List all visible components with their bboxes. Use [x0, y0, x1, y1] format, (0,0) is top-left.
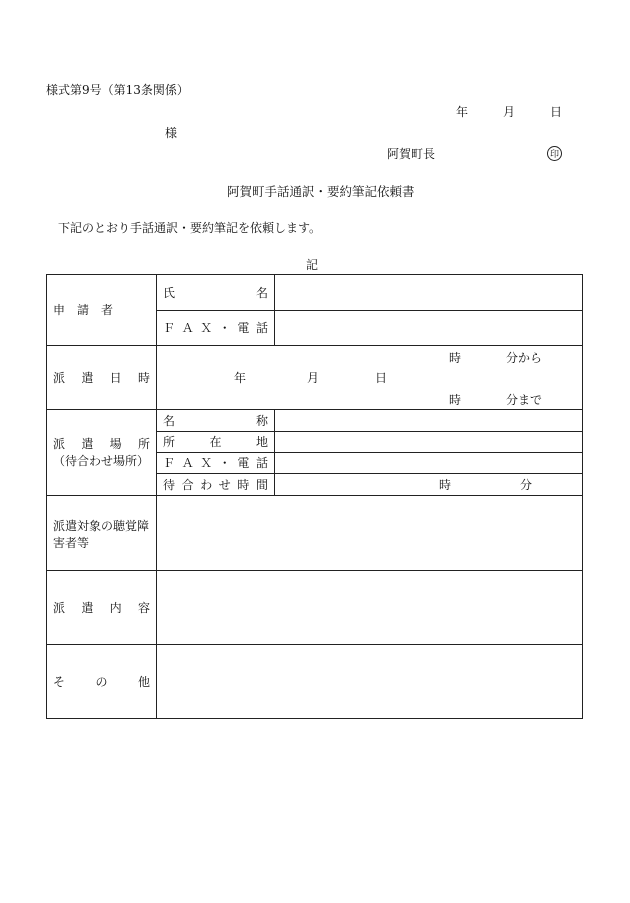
ki-label: 記	[306, 258, 319, 272]
date-day-cell-label: 日	[375, 371, 388, 385]
place-fax-label-cell: ＦＡＸ・電話	[157, 453, 275, 474]
request-form-table	[46, 274, 583, 719]
target-label-line1: 派遣対象の聴覚障	[53, 519, 150, 533]
applicant-label: 申 請 者	[53, 303, 114, 317]
applicant-name-field[interactable]	[275, 275, 583, 311]
content-field[interactable]	[157, 571, 583, 645]
end-minute-label: 分まで	[506, 393, 543, 407]
applicant-fax-label-cell: ＦＡＸ・電話	[157, 311, 275, 346]
intro-text: 下記のとおり手話通訳・要約筆記を依頼します。	[58, 221, 322, 235]
addressee-suffix: 様	[165, 126, 178, 140]
applicant-label-cell	[47, 275, 157, 346]
date-month-label: 月	[503, 105, 516, 119]
place-address-field[interactable]	[275, 432, 583, 453]
target-label-line2: 害者等	[53, 536, 90, 550]
place-fax-field[interactable]	[275, 453, 583, 474]
dispatch-datetime-label-cell: 派 遣 日 時	[47, 346, 157, 410]
date-month-cell-label: 月	[307, 371, 320, 385]
date-year-cell-label: 年	[234, 371, 247, 385]
meeting-hour-label: 時	[439, 478, 452, 492]
start-minute-label: 分から	[506, 351, 543, 365]
date-year-label: 年	[456, 105, 469, 119]
dispatch-place-label: 派 遣 場 所	[53, 437, 150, 451]
target-label-cell	[47, 496, 157, 571]
dispatch-place-sublabel: （待合わせ場所）	[53, 454, 150, 468]
target-field[interactable]	[157, 496, 583, 571]
place-name-field[interactable]	[275, 410, 583, 432]
meeting-minute-label: 分	[520, 478, 533, 492]
other-field[interactable]	[157, 645, 583, 719]
meeting-time-field[interactable]	[275, 474, 583, 496]
seal-mark: 印	[547, 146, 562, 161]
end-hour-label: 時	[449, 393, 462, 407]
meeting-time-label-cell: 待合わせ時間	[157, 474, 275, 496]
document-title: 阿賀町手話通訳・要約筆記依頼書	[227, 184, 415, 199]
applicant-fax-field[interactable]	[275, 311, 583, 346]
sender-name: 阿賀町長	[387, 147, 436, 161]
place-address-label-cell: 所 在 地	[157, 432, 275, 453]
dispatch-datetime-field[interactable]	[157, 346, 583, 410]
applicant-name-label-cell: 氏 名	[157, 275, 275, 311]
date-day-label: 日	[550, 105, 563, 119]
form-number: 様式第9号（第13条関係）	[46, 83, 189, 97]
content-label-cell: 派 遣 内 容	[47, 571, 157, 645]
dispatch-place-label-cell	[47, 410, 157, 496]
other-label-cell: そ の 他	[47, 645, 157, 719]
start-hour-label: 時	[449, 351, 462, 365]
place-name-label-cell: 名 称	[157, 410, 275, 432]
